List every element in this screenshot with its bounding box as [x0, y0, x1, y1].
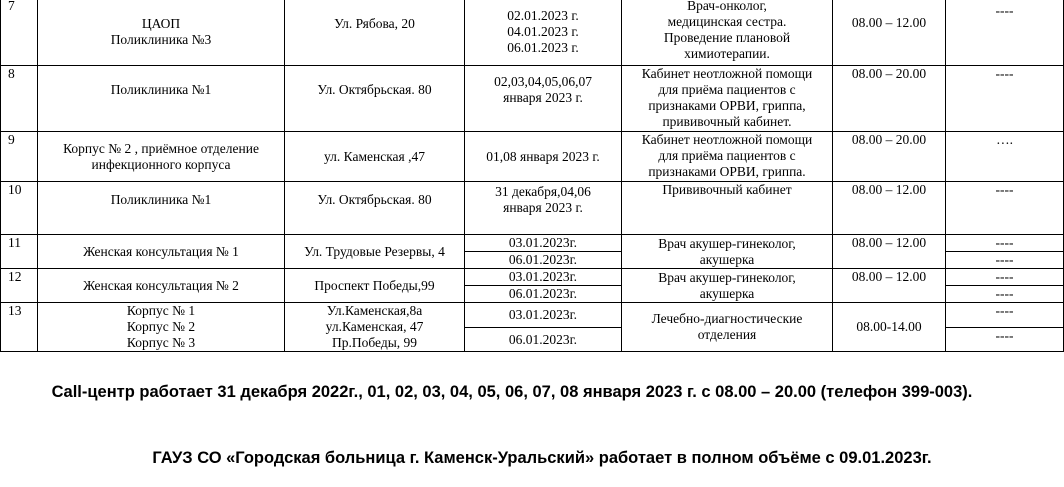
address: ул. Каменская ,47: [285, 132, 465, 182]
working-hours: 08.00 – 20.00: [833, 66, 946, 132]
address: Проспект Победы,99: [285, 269, 465, 303]
note: ….: [946, 132, 1064, 182]
note: ----: [946, 182, 1064, 235]
table-row: [1, 132, 1064, 182]
row-number: 8: [1, 66, 38, 132]
row-number: 12: [1, 269, 38, 303]
working-hours: 08.00 – 12.00: [833, 0, 946, 66]
working-hours: 08.00 – 20.00: [833, 132, 946, 182]
note: ----: [946, 286, 1064, 303]
facility-name: Поликлиника №1: [38, 182, 285, 235]
facility-name: Корпус № 1 Корпус № 2 Корпус № 3: [38, 303, 285, 352]
dates: 02,03,04,05,06,07 января 2023 г.: [465, 66, 622, 132]
row-number: 13: [1, 303, 38, 352]
call-center-notice: Call-центр работает 31 декабря 2022г., 01, 02, 03, 04, 05, 06, 07, 08 января 2023 г. с 08.00 – 20.00 (телефон 399-003).: [51, 383, 973, 401]
table-row: [1, 235, 1064, 252]
service: Кабинет неотложной помощи для приёма пациентов с признаками ОРВИ, гриппа.: [622, 132, 833, 182]
address: Ул. Октябрьская. 80: [285, 182, 465, 235]
table-row: [1, 269, 1064, 286]
date: 03.01.2023г.: [465, 269, 622, 286]
row-number: 11: [1, 235, 38, 269]
address: Ул. Трудовые Резервы, 4: [285, 235, 465, 269]
address: Ул. Рябова, 20: [285, 0, 465, 66]
facility-name: Женская консультация № 2: [38, 269, 285, 303]
address: Ул.Каменская,8а ул.Каменская, 47 Пр.Победы, 99: [285, 303, 465, 352]
date: 06.01.2023г.: [465, 286, 622, 303]
service: Врач акушер-гинеколог, акушерка: [622, 269, 833, 303]
row-number: 7: [1, 0, 38, 66]
working-hours: 08.00 – 12.00: [833, 182, 946, 235]
service: Кабинет неотложной помощи для приёма пациентов с признаками ОРВИ, гриппа, прививочный кабинет.: [622, 66, 833, 132]
working-hours: 08.00 – 12.00: [833, 235, 946, 269]
note: ----: [946, 0, 1064, 66]
note: ----: [946, 235, 1064, 252]
working-hours: 08.00 – 12.00: [833, 269, 946, 303]
date: 03.01.2023г.: [465, 303, 622, 328]
facility-name: ЦАОП Поликлиника №3: [38, 0, 285, 66]
note: ----: [946, 66, 1064, 132]
table-row: [1, 182, 1064, 235]
facility-name: Корпус № 2 , приёмное отделение инфекционного корпуса: [38, 132, 285, 182]
dates: 31 декабря,04,06 января 2023 г.: [465, 182, 622, 235]
dates: 02.01.2023 г. 04.01.2023 г. 06.01.2023 г.: [465, 0, 622, 66]
service: Лечебно-диагностические отделения: [622, 303, 833, 352]
note: ----: [946, 303, 1064, 328]
table-row: [1, 66, 1064, 132]
dates: 01,08 января 2023 г.: [465, 132, 622, 182]
row-number: 9: [1, 132, 38, 182]
note: ----: [946, 252, 1064, 269]
table-row: [1, 303, 1064, 328]
facility-name: Поликлиника №1: [38, 66, 285, 132]
hospital-notice: ГАУЗ СО «Городская больница г. Каменск-Уральский» работает в полном объёме с 09.01.2023г.: [152, 449, 932, 467]
note: ----: [946, 328, 1064, 352]
date: 06.01.2023г.: [465, 328, 622, 352]
service: Врач акушер-гинеколог, акушерка: [622, 235, 833, 269]
date: 06.01.2023г.: [465, 252, 622, 269]
date: 03.01.2023г.: [465, 235, 622, 252]
facility-name: Женская консультация № 1: [38, 235, 285, 269]
service: Врач-онколог, медицинская сестра. Проведение плановой химиотерапии.: [622, 0, 833, 66]
row-number: 10: [1, 182, 38, 235]
address: Ул. Октябрьская. 80: [285, 66, 465, 132]
service: Прививочный кабинет: [622, 182, 833, 235]
table-row: [1, 0, 1064, 66]
working-hours: 08.00-14.00: [833, 303, 946, 352]
note: ----: [946, 269, 1064, 286]
